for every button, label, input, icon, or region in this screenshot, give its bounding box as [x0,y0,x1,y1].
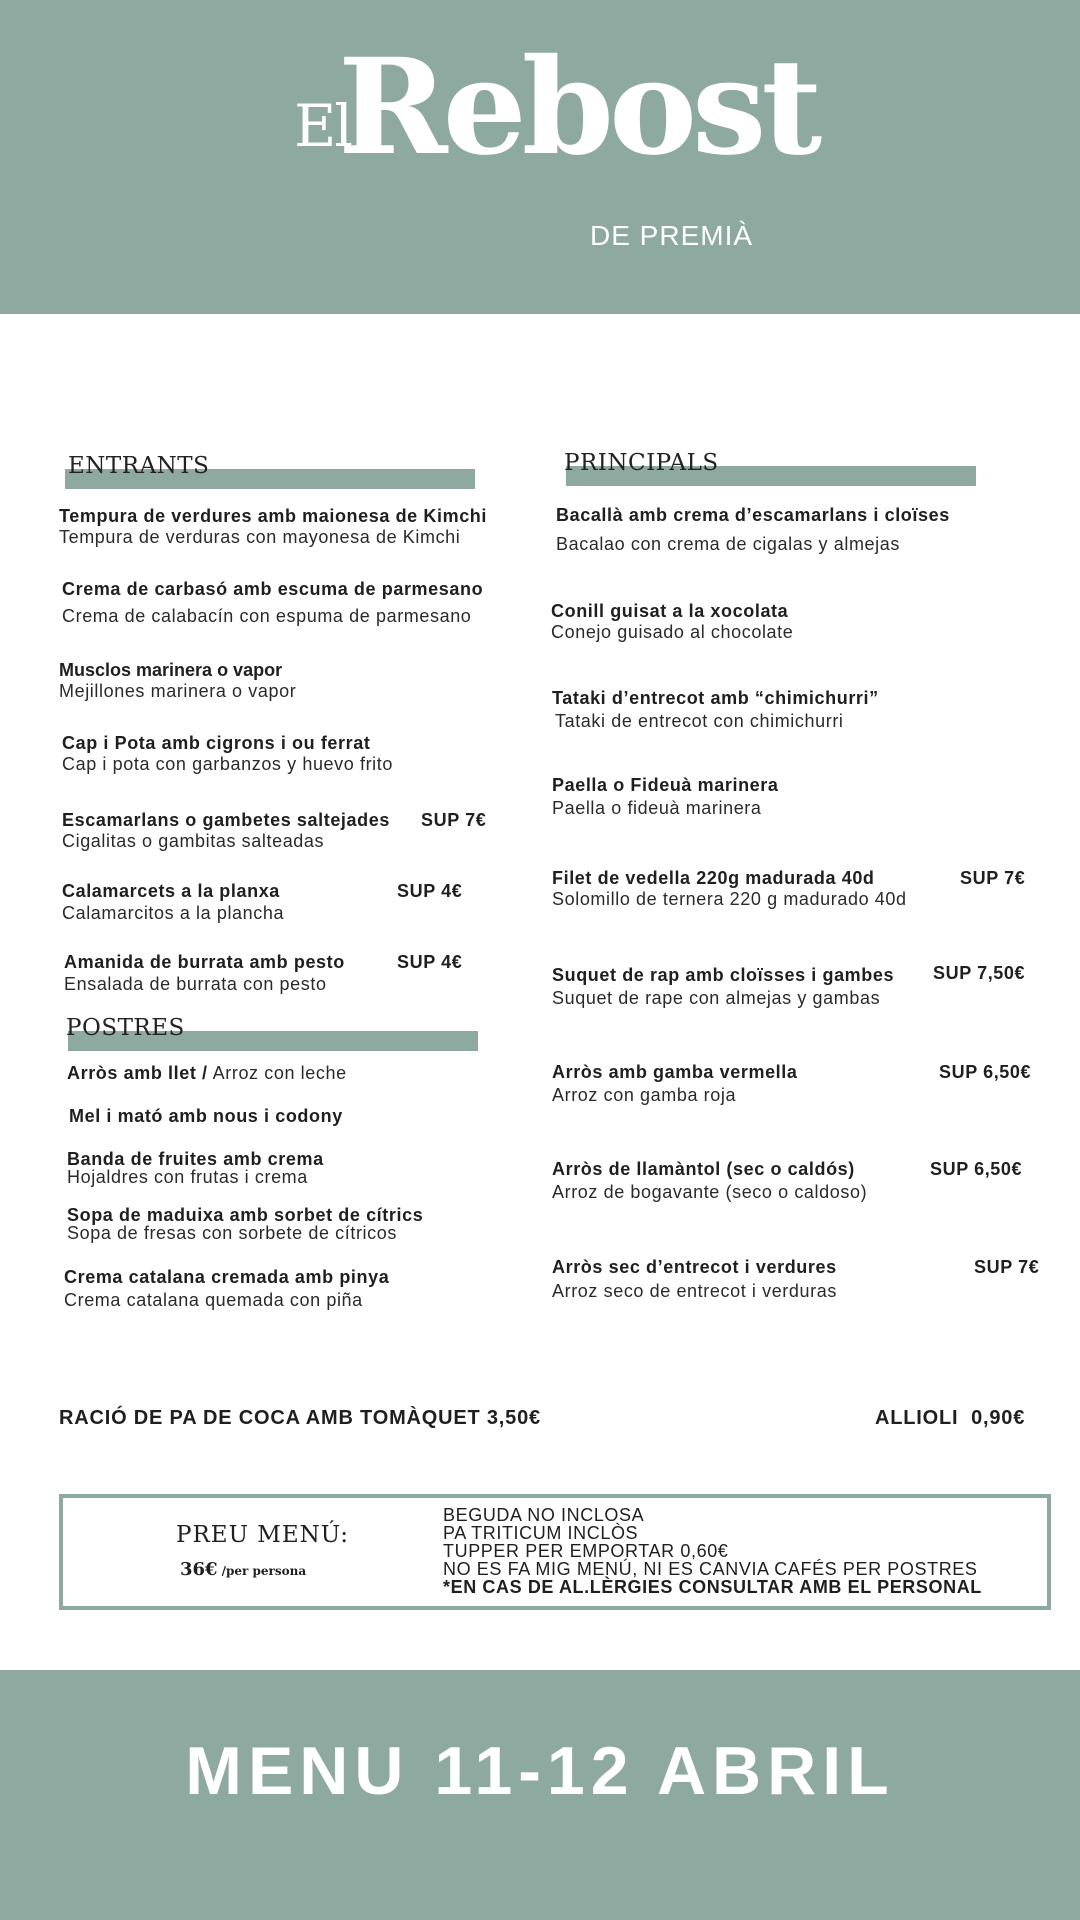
price-box [59,1494,1051,1610]
item-translation: Sopa de fresas con sorbete de cítricos [67,1223,397,1243]
price-value: 36€ [180,1559,218,1580]
principal-item [552,1062,1042,1106]
item-name: Tataki d’entrecot amb “chimichurri” [552,688,879,708]
postre-item [67,1063,347,1084]
item-translation: Crema de calabacín con espuma de parmesano [62,606,472,626]
item-name: Crema de carbasó amb escuma de parmesano [62,579,484,599]
entrant-item [62,579,483,627]
item-name: Cap i Pota amb cigrons i ou ferrat [62,733,371,753]
postre-item [67,1206,423,1242]
postre-item [67,1150,324,1186]
item-name: Musclos marinera o vapor [59,660,283,680]
principal-item [552,1257,1047,1302]
item-translation: Mejillones marinera o vapor [59,681,297,701]
price-unit: /per persona [221,1564,307,1578]
item-name: Filet de vedella 220g madurada 40d [552,868,875,888]
item-translation: Conejo guisado al chocolate [551,622,794,642]
item-supplement: SUP 6,50€ [939,1062,1032,1082]
entrant-item [62,810,492,852]
principal-item [552,1159,1042,1203]
logo-rebost-text: Rebost [338,30,818,185]
entrant-item [62,733,393,775]
postres-title: POSTRES [66,1015,185,1041]
item-supplement: SUP 4€ [397,881,463,901]
item-translation: Hojaldres con frutas i crema [67,1167,308,1187]
postre-item [64,1267,389,1311]
entrant-item [59,660,296,702]
item-name: Crema catalana cremada amb pinya [64,1267,390,1287]
item-translation: Paella o fideuà marinera [552,798,762,818]
principal-item [556,505,950,555]
item-translation: Arroz de bogavante (seco o caldoso) [552,1182,868,1202]
item-name: Arròs amb llet / [67,1063,208,1083]
item-name: Arròs de llamàntol (sec o caldós) [552,1159,855,1179]
note-line: TUPPER PER EMPORTAR 0,60€ [443,1541,729,1561]
item-name: Tempura de verdures amb maionesa de Kimchi [59,506,488,526]
menu-date-title: MENU 11-12 ABRIL [185,1733,895,1809]
note-line: PA TRITICUM INCLÒS [443,1523,639,1543]
item-name: Suquet de rap amb cloïsses i gambes [552,965,895,985]
price-label: PREU MENÚ: [176,1522,350,1548]
item-name: Arròs amb gamba vermella [552,1062,798,1082]
item-supplement: SUP 7,50€ [933,963,1026,983]
item-translation: Suquet de rape con almejas y gambas [552,988,881,1008]
note-line: BEGUDA NO INCLOSA [443,1505,645,1525]
item-translation: Bacalao con crema de cigalas y almejas [556,534,900,554]
logo-subtitle: DE PREMIÀ [590,220,754,251]
item-name: Bacallà amb crema d’escamarlans i cloïses [556,505,950,525]
postre-item [69,1106,343,1127]
principal-item [551,601,793,643]
item-supplement: SUP 7€ [421,810,487,830]
item-name: Sopa de maduixa amb sorbet de cítrics [67,1205,424,1225]
price-value-wrap [180,1559,306,1580]
menu-notes [443,1506,982,1596]
item-supplement: SUP 7€ [974,1257,1040,1277]
principal-item [552,965,1042,1009]
principals-title: PRINCIPALS [564,450,719,476]
item-translation: Arroz con gamba roja [552,1085,737,1105]
item-name: Escamarlans o gambetes saltejades [62,810,390,830]
item-translation: Cigalitas o gambitas salteadas [62,831,325,851]
item-translation: Arroz con leche [212,1063,347,1083]
item-name: Arròs sec d’entrecot i verdures [552,1257,837,1277]
item-translation: Arroz seco de entrecot i verduras [552,1281,837,1301]
item-name: Paella o Fideuà marinera [552,775,779,795]
item-translation: Ensalada de burrata con pesto [64,974,327,994]
item-translation: Solomillo de ternera 220 g madurado 40d [552,889,907,909]
item-name: Calamarcets a la planxa [62,881,280,901]
header-band [0,0,1080,314]
item-supplement: SUP 6,50€ [930,1159,1023,1179]
entrant-item [64,952,494,995]
item-translation: Cap i pota con garbanzos y huevo frito [62,754,393,774]
item-supplement: SUP 4€ [397,952,463,972]
bread-price: RACIÓ DE PA DE COCA AMB TOMÀQUET 3,50€ [59,1407,541,1429]
item-name: Banda de fruites amb crema [67,1149,324,1169]
entrants-title: ENTRANTS [68,453,210,479]
item-name: Mel i mató amb nous i codony [69,1106,343,1126]
principal-item [552,775,779,819]
note-line: NO ES FA MIG MENÚ, NI ES CANVIA CAFÉS PER POSTRES [443,1559,978,1579]
item-name: Amanida de burrata amb pesto [64,952,345,972]
allioli-price: ALLIOLI 0,90€ [875,1407,1026,1429]
item-name: Conill guisat a la xocolata [551,601,789,621]
item-translation: Tempura de verduras con mayonesa de Kimchi [59,527,461,547]
item-supplement: SUP 7€ [960,868,1026,888]
entrant-item [62,881,492,924]
note-line: *EN CAS DE AL.LÈRGIES CONSULTAR AMB EL PERSONAL [443,1577,982,1597]
principal-item [552,868,1032,910]
entrant-item [59,506,487,548]
item-translation: Calamarcitos a la plancha [62,903,285,923]
principal-item [552,688,879,732]
item-translation: Crema catalana quemada con piña [64,1290,363,1310]
logo-el-text: El [294,92,351,160]
item-translation: Tataki de entrecot con chimichurri [555,711,844,731]
